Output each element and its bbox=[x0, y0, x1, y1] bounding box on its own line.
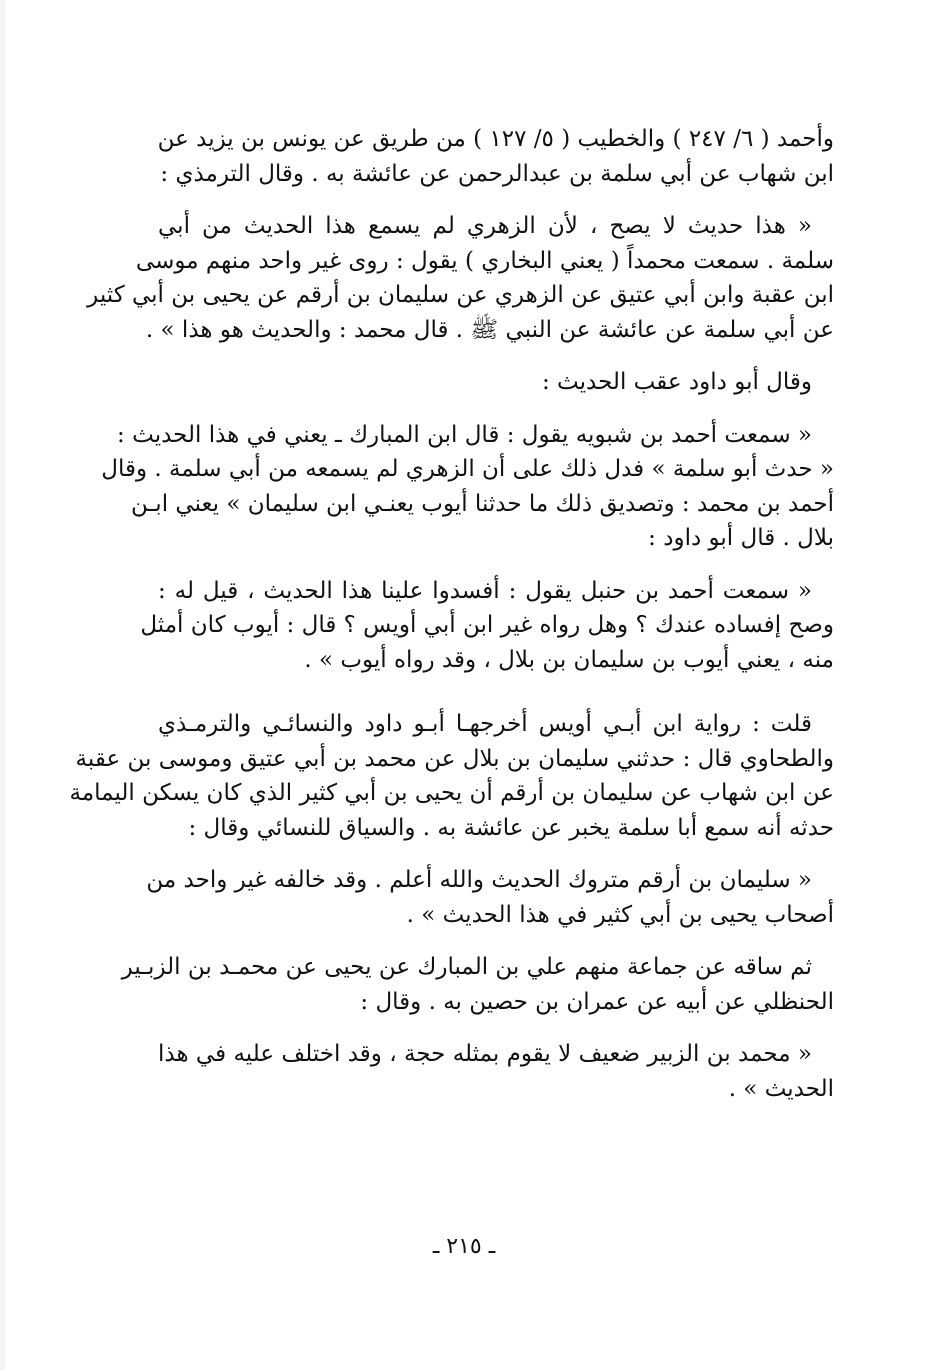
text-line: « سمعت أحمد بن حنبل يقول : أفسدوا علينا هذا الحديث ، قيل له : bbox=[158, 577, 812, 604]
text-line: أحمد بن محمد : وتصديق ذلك ما حدثنا أيوب يعنـي ابن سليمان » يعني ابـن bbox=[131, 490, 834, 517]
paragraph-8 bbox=[121, 950, 834, 1019]
paragraph-3 bbox=[158, 365, 834, 400]
paragraph-1 bbox=[158, 122, 834, 191]
paragraph-6 bbox=[69, 707, 834, 845]
text-line: الحديث » . bbox=[728, 1075, 834, 1102]
paragraph-4 bbox=[101, 418, 834, 556]
text-line: منه ، يعني أيوب بن سليمان بن بلال ، وقد رواه أيوب » . bbox=[304, 646, 834, 673]
text-line: حدثه أنه سمع أبا سلمة يخبر عن عائشة به . والسياق للنسائي وقال : bbox=[188, 814, 834, 841]
page-number: ـ ٢١٥ ـ bbox=[432, 1234, 496, 1259]
paragraph-9 bbox=[158, 1037, 834, 1106]
text-line: « سمعت أحمد بن شبويه يقول : قال ابن المبارك ـ يعني في هذا الحديث : bbox=[117, 421, 812, 448]
text-line: ثم ساقه عن جماعة منهم علي بن المبارك عن يحيى عن محمـد بن الزبـير bbox=[121, 954, 812, 980]
paragraph-2 bbox=[87, 209, 834, 347]
text-line: « حدث أبو سلمة » فدل ذلك على أن الزهري لم يسمعه من أبي سلمة . وقال bbox=[101, 456, 834, 482]
text-line: عن ابن شهاب عن سليمان بن أرقم أن يحيى بن أبي كثير الذي كان يسكن اليمامة bbox=[69, 780, 834, 806]
text-line: وأحمد ( ٦/ ٢٤٧ ) والخطيب ( ٥/ ١٢٧ ) من طريق عن يونس بن يزيد عن bbox=[157, 126, 834, 152]
text-line: قلت : رواية ابن أبـي أويس أخرجهـا أبـو داود والنسائـي والترمـذي bbox=[158, 711, 812, 737]
text-line: والطحاوي قال : حدثني سليمان بن بلال عن محمد بن أبي عتيق وموسى بن عقبة bbox=[75, 745, 834, 772]
text-line: وقال أبو داود عقب الحديث : bbox=[541, 369, 812, 395]
text-line: سلمة . سمعت محمداً ( يعني البخاري ) يقول : روى غير واحد منهم موسى bbox=[135, 247, 834, 274]
text-line: « محمد بن الزبير ضعيف لا يقوم بمثله حجة ، وقد اختلف عليه في هذا bbox=[158, 1041, 812, 1067]
text-line: « هذا حديث لا يصح ، لأن الزهري لم يسمع هذا الحديث من أبي bbox=[158, 213, 812, 239]
text-line: عن أبي سلمة عن عائشة عن النبي ﷺ . قال محمد : والحديث هو هذا » . bbox=[145, 316, 834, 343]
text-line: بلال . قال أبو داود : bbox=[648, 525, 834, 551]
scan-edge bbox=[0, 0, 5, 1370]
text-line: ابن شهاب عن أبي سلمة بن عبدالرحمن عن عائشة به . وقال الترمذي : bbox=[160, 160, 834, 187]
text-line: الحنظلي عن أبيه عن عمران بن حصين به . وقال : bbox=[360, 988, 834, 1015]
text-line: « سليمان بن أرقم متروك الحديث والله أعلم . وقد خالفه غير واحد من bbox=[146, 867, 812, 893]
page-text-body bbox=[69, 122, 834, 1124]
text-line: أصحاب يحيى بن أبي كثير في هذا الحديث » . bbox=[406, 901, 834, 928]
paragraph-7 bbox=[146, 863, 834, 932]
text-line: ابن عقبة وابن أبي عتيق عن الزهري عن سليمان بن أرقم عن يحيى بن أبي كثير bbox=[87, 282, 834, 308]
paragraph-5 bbox=[140, 574, 834, 678]
text-line: وصح إفساده عندك ؟ وهل رواه غير ابن أبي أويس ؟ قال : أيوب كان أمثل bbox=[140, 612, 834, 638]
